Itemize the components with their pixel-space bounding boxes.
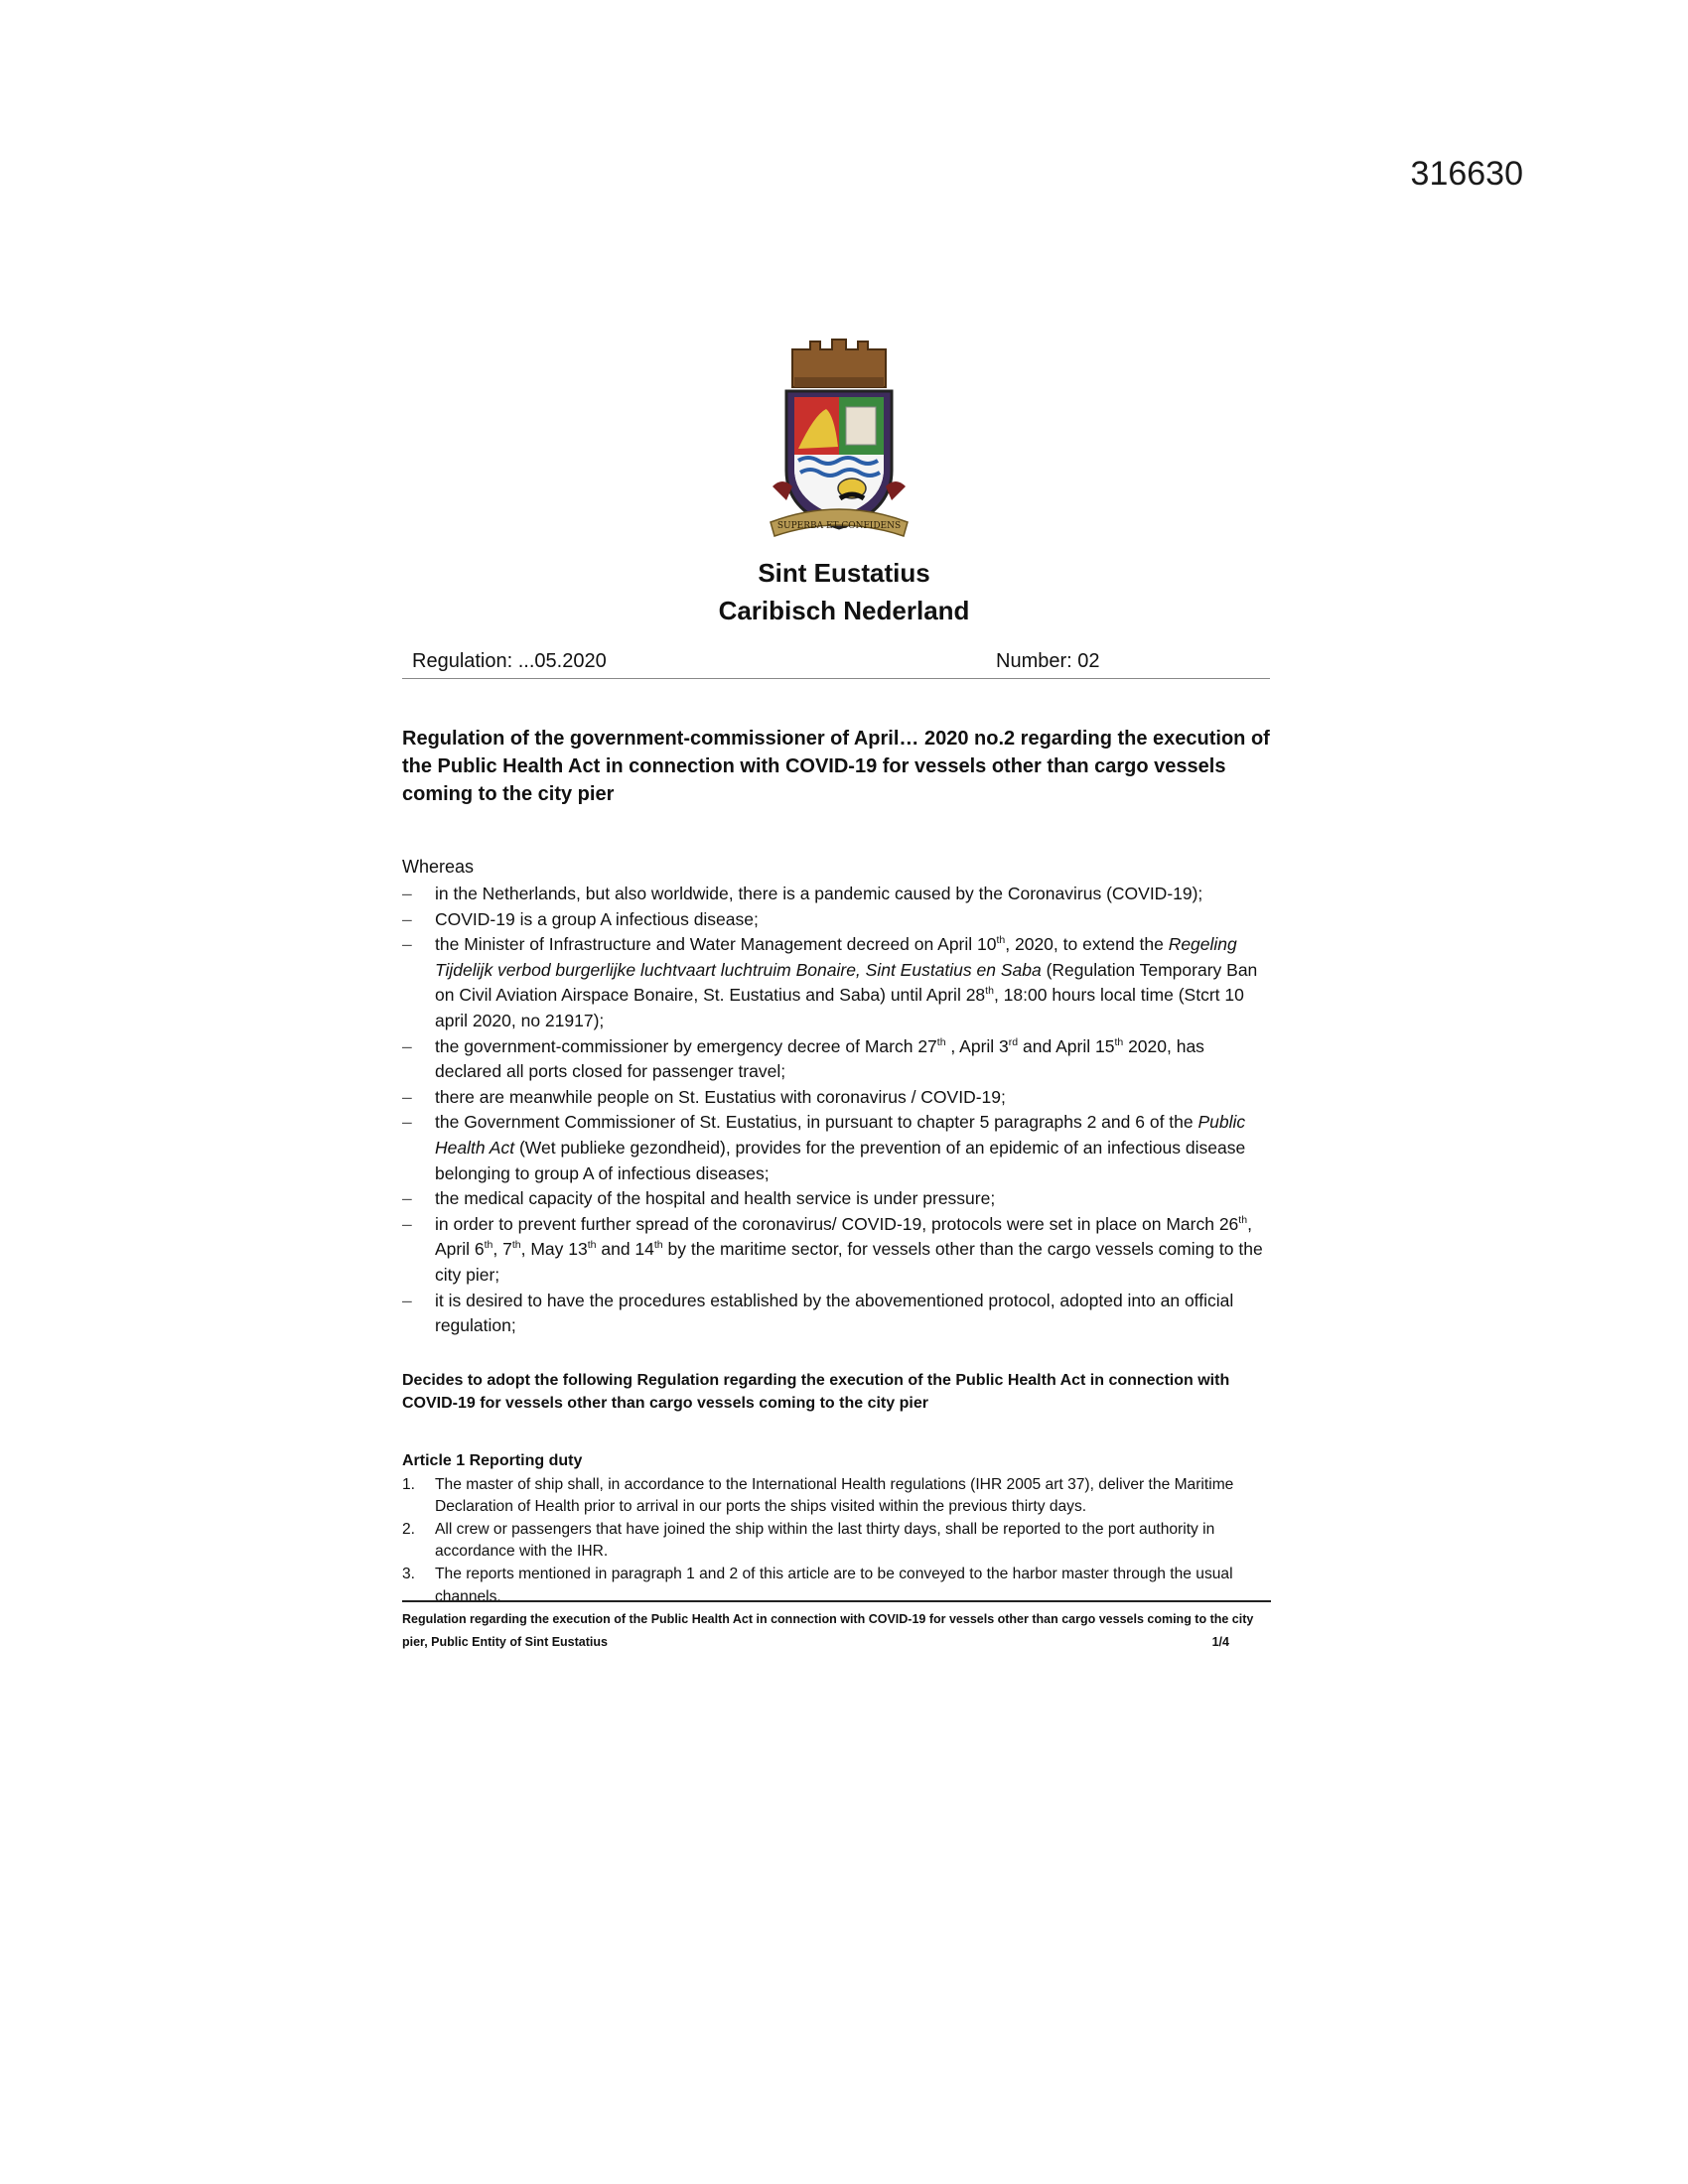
article-1-list <box>402 1474 1272 1609</box>
crest-motto: SUPERBA ET CONFIDENS <box>776 521 902 531</box>
whereas-item: – the Minister of Infrastructure and Water Management decreed on April 10th, 2020, to extend the Regeling Tijdelijk verbod burgerlijke luchtvaart luchtruim Bonaire, Sint Eustatius en Saba (Regulation Temporary Ban on Civil Aviation Airspace Bonaire, St. Eustatius and Saba) until April 28th, 18:00 hours local time (Stcrt 10 april 2020, no 21917); <box>402 932 1272 1033</box>
article-item: 1. The master of ship shall, in accordance to the International Health regulations (IHR 2005 art 37), deliver the Maritime Declaration of Health prior to arrival in our ports the ships visited within the previous thirty days. <box>402 1475 1234 1516</box>
article-item: 3. The reports mentioned in paragraph 1 and 2 of this article are to be conveyed to the harbor master through the usual channels. <box>402 1566 1233 1605</box>
regulation-reference: Regulation: ...05.2020 <box>412 650 607 672</box>
reference-line <box>402 648 1270 679</box>
whereas-label: Whereas <box>402 857 475 877</box>
entity-name: Sint Eustatius <box>758 558 930 588</box>
whereas-item: – the Government Commissioner of St. Eustatius, in pursuant to chapter 5 paragraphs 2 and 6 of the Public Health Act (Wet publieke gezondheid), provides for the prevention of an epidemic of an infectious disease belonging to group A of infectious diseases; <box>402 1110 1272 1186</box>
page-footer <box>402 1608 1271 1654</box>
regulation-title: Regulation of the government-commissioner of April… 2020 no.2 regarding the execution of the Public Health Act in connection with COVID-19 for vessels other than cargo vessels coming to the city pier <box>402 728 1270 805</box>
article-item: 2. All crew or passengers that have joined the ship within the last thirty days, shall be reported to the port authority in accordance with the IHR. <box>402 1520 1215 1561</box>
footer-divider <box>402 1600 1271 1602</box>
whereas-item: – there are meanwhile people on St. Eustatius with coronavirus / COVID-19; <box>402 1085 1272 1111</box>
entity-subtitle: Caribisch Nederland <box>718 596 970 625</box>
whereas-item: – the medical capacity of the hospital and health service is under pressure; <box>402 1186 1272 1212</box>
whereas-item: – in order to prevent further spread of the coronavirus/ COVID-19, protocols were set in place on March 26th, April 6th, 7th, May 13th and 14th by the maritime sector, for vessels other than the cargo vessels coming to the city pier; <box>402 1212 1272 1289</box>
whereas-item: – in the Netherlands, but also worldwide, there is a pandemic caused by the Coronavirus (COVID-19); <box>402 882 1272 907</box>
article-1-heading: Article 1 Reporting duty <box>402 1451 583 1469</box>
coat-of-arms-logo <box>765 338 914 541</box>
decision-statement: Decides to adopt the following Regulation regarding the execution of the Public Health Act in connection with COVID-19 for vessels other than cargo vessels coming to the city pier <box>402 1371 1230 1412</box>
whereas-item: – it is desired to have the procedures established by the abovementioned protocol, adopted into an official regulation; <box>402 1289 1272 1339</box>
whereas-item: – the government-commissioner by emergency decree of March 27th , April 3rd and April 15th 2020, has declared all ports closed for passenger travel; <box>402 1034 1272 1085</box>
number-reference: Number: 02 <box>996 650 1100 672</box>
document-number: 316630 <box>1410 155 1523 193</box>
page-number: 1/4 <box>1211 1635 1229 1649</box>
document-body <box>402 725 1272 1608</box>
footer-text: Regulation regarding the execution of the Public Health Act in connection with COVID-19 for vessels other than cargo vessels coming to the city pier, Public Entity of Sint Eustatius <box>402 1612 1254 1649</box>
whereas-list <box>402 882 1272 1339</box>
whereas-item: – COVID-19 is a group A infectious disease; <box>402 907 1272 933</box>
